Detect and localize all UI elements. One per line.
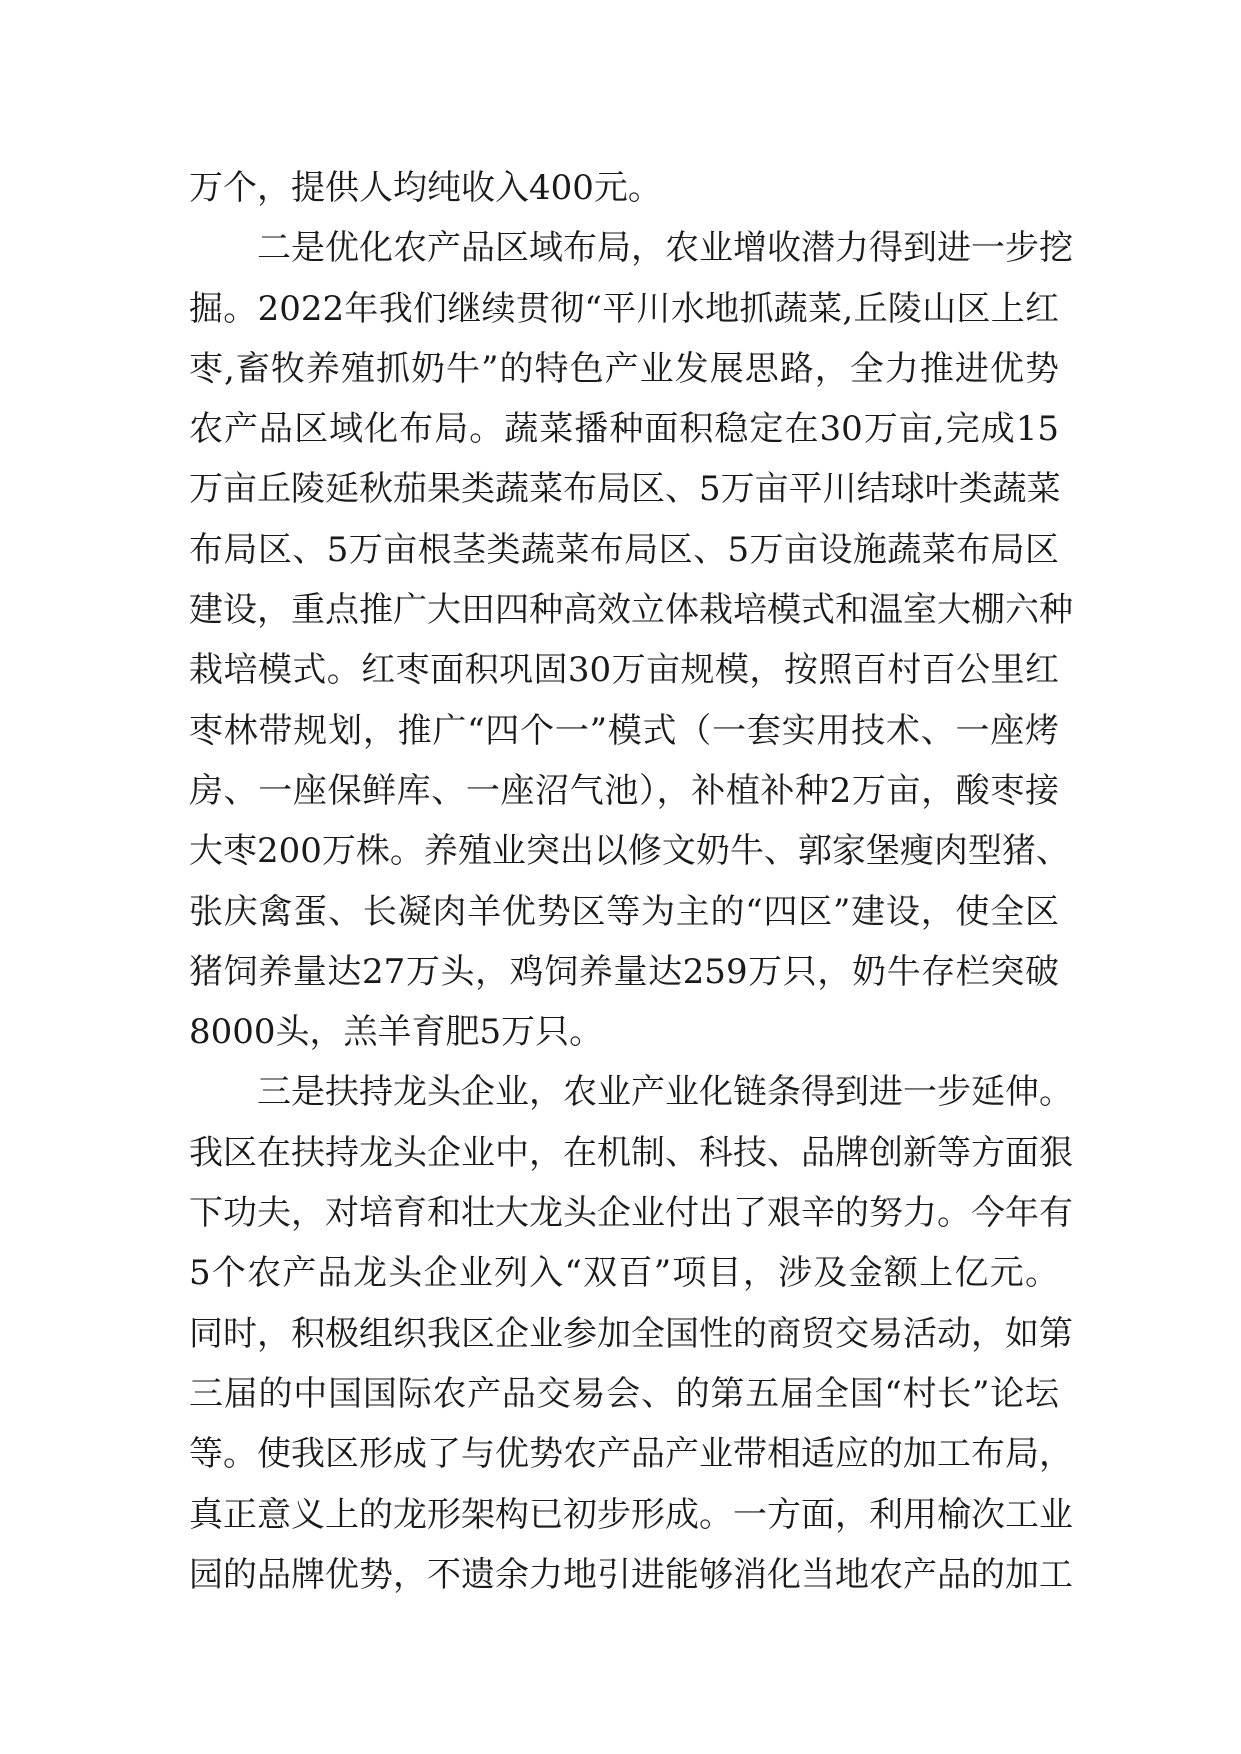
text-line: 农产品区域化布局。蔬菜播种面积稳定在30万亩,完成15 (189, 409, 1059, 450)
text-line: 园的品牌优势，不遗余力地引进能够消化当地农产品的加工 (189, 1554, 1073, 1595)
text-line: 下功夫，对培育和壮大龙头企业付出了艰辛的努力。今年有 (189, 1193, 1073, 1234)
text-line: 同时，积极组织我区企业参加全国性的商贸交易活动，如第 (189, 1313, 1073, 1354)
text-line: 三届的中国国际农产品交易会、的第五届全国“村长”论坛 (189, 1373, 1059, 1414)
text-line: 我区在扶持龙头企业中，在机制、科技、品牌创新等方面狠 (189, 1132, 1073, 1173)
text-line: 万个，提供人均纯收入400元。 (189, 168, 662, 208)
text-line: 布局区、5万亩根茎类蔬菜布局区、5万亩设施蔬菜布局区 (189, 529, 1059, 570)
text-line: 栽培模式。红枣面积巩固30万亩规模，按照百村百公里红 (189, 650, 1059, 691)
text-line: 8000头，羔羊育肥5万只。 (189, 1012, 604, 1053)
text-line: 掘。2022年我们继续贯彻“平川水地抓蔬菜,丘陵山区上红 (189, 288, 1059, 329)
paragraph (189, 1062, 1073, 1605)
text-line: 5个农产品龙头企业列入“双百”项目，涉及金额上亿元。 (189, 1253, 1059, 1294)
text-line: 等。使我区形成了与优势农产品产业带相适应的加工布局， (189, 1434, 1073, 1475)
text-line: 房、一座保鲜库、一座沼气池），补植补种2万亩，酸枣接 (189, 770, 1059, 811)
text-line: 万亩丘陵延秋茄果类蔬菜布局区、5万亩平川结球叶类蔬菜 (189, 469, 1061, 510)
text-line: 枣,畜牧养殖抓奶牛”的特色产业发展思路，全力推进优势 (189, 348, 1059, 389)
text-line: 张庆禽蛋、长凝肉羊优势区等为主的“四区”建设，使全区 (189, 891, 1059, 932)
text-line: 三是扶持龙头企业，农业产业化链条得到进一步延伸。 (257, 1072, 1073, 1113)
text-line: 猪饲养量达27万头，鸡饲养量达259万只，奶牛存栏突破 (189, 951, 1059, 992)
text-line: 二是优化农产品区域布局，农业增收潜力得到进一步挖 (257, 228, 1073, 269)
text-line: 大枣200万株。养殖业突出以修文奶牛、郭家堡瘦肉型猪、 (189, 831, 1070, 872)
document-body (189, 158, 1073, 1605)
paragraph (189, 218, 1073, 1062)
paragraph (189, 158, 1059, 218)
text-line: 真正意义上的龙形架构已初步形成。一方面，利用榆次工业 (189, 1494, 1073, 1535)
text-line: 建设，重点推广大田四种高效立体栽培模式和温室大棚六种 (189, 590, 1073, 631)
text-line: 枣林带规划，推广“四个一”模式（一套实用技术、一座烤 (189, 710, 1059, 751)
